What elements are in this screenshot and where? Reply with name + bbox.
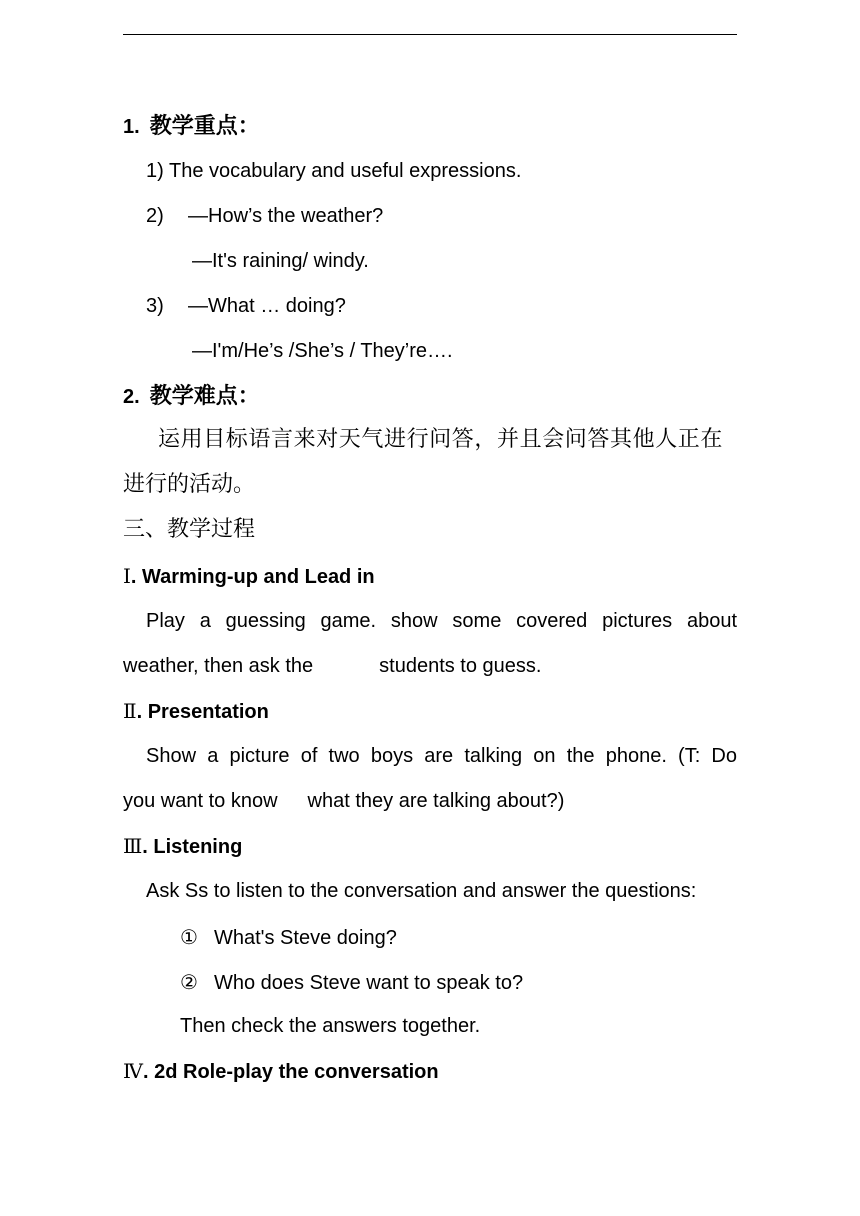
difficulty-text: 进行的活动。 [123, 472, 256, 497]
difficulty-text: 运用目标语言来对天气进行问答，并且会问答其他人正在 [158, 427, 724, 452]
step-text: Then check the answers together. [180, 1015, 481, 1037]
key-point-item: 1) The vocabulary and useful expressions. [146, 160, 522, 182]
step-heading-listening: Ⅲ. Listening [123, 834, 243, 858]
step-heading-warming-up: Ⅰ. Warming-up and Lead in [123, 564, 375, 588]
step-text: Play a guessing game. show some covered pictures about [146, 610, 737, 632]
step-text: Show a picture of two boys are talking on the phone. (T: Do [146, 745, 737, 767]
section-heading-key-points: 1. 教学重点： [123, 113, 260, 139]
step-text: Ask Ss to listen to the conversation and answer the questions: [146, 880, 697, 902]
section-title: 教学重点： [149, 113, 260, 139]
step-text: you want to know what they are talking about?) [123, 790, 565, 812]
key-point-answer: —I'm/He’s /She’s / They’re…. [192, 340, 453, 362]
key-point-item: 2) —How’s the weather? [146, 205, 384, 227]
step-heading-role-play: Ⅳ. 2d Role-play the conversation [123, 1059, 439, 1083]
section-heading-difficulties: 2. 教学难点： [123, 383, 260, 409]
key-point-item: 3) —What … doing? [146, 295, 346, 317]
key-point-answer: —It's raining/ windy. [192, 250, 369, 272]
question-item: ② Who does Steve want to speak to? [180, 970, 524, 994]
step-text: weather, then ask the students to guess. [123, 655, 542, 677]
header-rule [123, 34, 737, 35]
question-item: ① What's Steve doing? [180, 925, 397, 949]
circled-number-two: ② [180, 970, 198, 994]
part-title: 三、教学过程 [123, 517, 256, 542]
circled-number-one: ① [180, 925, 198, 949]
section-title: 教学难点： [149, 383, 260, 409]
step-heading-presentation: Ⅱ. Presentation [123, 699, 269, 723]
